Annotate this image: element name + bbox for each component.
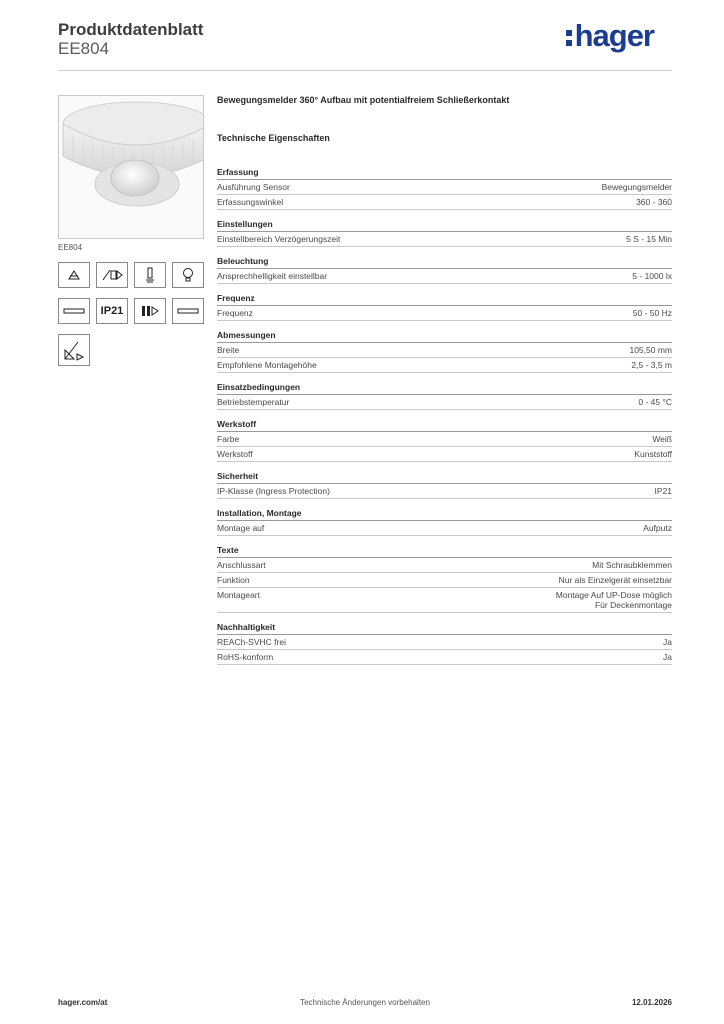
spec-label: Ausführung Sensor — [217, 182, 290, 192]
spec-row — [217, 521, 672, 536]
spec-label: Einstellbereich Verzögerungszeit — [217, 234, 341, 244]
product-image — [58, 95, 204, 239]
light-sensor-icon — [134, 262, 166, 288]
spec-label: Farbe — [217, 434, 240, 444]
detection-icon — [58, 334, 90, 366]
spec-value: 360 - 360 — [636, 197, 672, 207]
spec-row — [217, 180, 672, 195]
spec-label: Betriebstemperatur — [217, 397, 290, 407]
spec-section — [217, 330, 672, 373]
section-title: Frequenz — [217, 293, 672, 306]
section-title: Einsatzbedingungen — [217, 382, 672, 395]
spec-value: Ja — [663, 652, 672, 662]
spec-value: Mit Schraubklemmen — [592, 560, 672, 570]
spec-section — [217, 419, 672, 462]
spec-row — [217, 195, 672, 210]
spec-label: Montage auf — [217, 523, 265, 533]
product-heading: Bewegungsmelder 360° Aufbau mit potentialfreiem Schließerkontakt — [217, 95, 510, 105]
spec-label: Anschlussart — [217, 560, 266, 570]
document-title: Produktdatenblatt — [58, 20, 204, 39]
image-caption: EE804 — [58, 243, 83, 252]
wire-icon-2 — [172, 298, 204, 324]
logo-dots-icon — [566, 30, 572, 50]
spec-section — [217, 622, 672, 665]
spec-row — [217, 343, 672, 358]
section-title: Installation, Montage — [217, 508, 672, 521]
spec-row — [217, 484, 672, 499]
spec-label: Ansprechhelligkeit einstellbar — [217, 271, 328, 281]
spec-section — [217, 293, 672, 321]
spec-value: Nur als Einzelgerät einsetzbar — [558, 575, 672, 585]
spec-section — [217, 167, 672, 210]
spec-row — [217, 306, 672, 321]
spec-value: 5 - 1000 lx — [632, 271, 672, 281]
page-header — [58, 20, 672, 71]
section-title: Nachhaltigkeit — [217, 622, 672, 635]
hager-logo[interactable] — [566, 18, 654, 54]
footer-disclaimer: Technische Änderungen vorbehalten — [300, 998, 430, 1007]
spec-value: Ja — [663, 637, 672, 647]
spec-value: 105,50 mm — [629, 345, 672, 355]
relay-icon — [134, 298, 166, 324]
spec-row — [217, 358, 672, 373]
spec-value: Weiß — [652, 434, 672, 444]
footer-website-link[interactable]: hager.com/at — [58, 998, 108, 1007]
spec-value: IP21 — [654, 486, 672, 496]
spec-row — [217, 232, 672, 247]
section-title: Sicherheit — [217, 471, 672, 484]
spec-value: Bewegungsmelder — [601, 182, 672, 192]
spec-section — [217, 382, 672, 410]
spec-row — [217, 650, 672, 665]
spec-value: Kunststoff — [634, 449, 672, 459]
spec-value: 0 - 45 °C — [638, 397, 672, 407]
spec-row — [217, 573, 672, 588]
section-title: Erfassung — [217, 167, 672, 180]
spec-label: Werkstoff — [217, 449, 253, 459]
section-title: Texte — [217, 545, 672, 558]
footer-date: 12.01.2026 — [631, 998, 672, 1007]
section-title: Abmessungen — [217, 330, 672, 343]
spec-label: Breite — [217, 345, 240, 355]
spec-sections — [217, 167, 672, 665]
motion-detector-image — [59, 96, 203, 238]
spec-row — [217, 395, 672, 410]
spec-row — [217, 635, 672, 650]
product-specs — [217, 95, 672, 674]
spec-row — [217, 432, 672, 447]
spec-label: IP-Klasse (Ingress Protection) — [217, 486, 330, 496]
ip21-icon — [96, 298, 128, 324]
bulb-icon — [172, 262, 204, 288]
spec-value: Montage Auf UP-Dose möglich Für Deckenmontage — [555, 590, 672, 610]
section-title: Werkstoff — [217, 419, 672, 432]
spec-section — [217, 508, 672, 536]
spec-value: 5 S - 15 Min — [626, 234, 672, 244]
spec-value: 50 - 50 Hz — [632, 308, 672, 318]
section-title: Beleuchtung — [217, 256, 672, 269]
spec-row — [217, 447, 672, 462]
logo-text: hager — [574, 18, 654, 53]
spec-label: Montageart — [217, 590, 260, 600]
spec-label: Funktion — [217, 575, 250, 585]
specs-heading: Technische Eigenschaften — [217, 133, 330, 143]
ip21-label: IP21 — [100, 305, 124, 317]
wire-icon — [58, 298, 90, 324]
spec-row — [217, 558, 672, 573]
product-code: EE804 — [58, 39, 110, 58]
spec-row — [217, 269, 672, 284]
spec-section — [217, 256, 672, 284]
spec-row — [217, 588, 672, 613]
contact-symbol-icon — [96, 262, 128, 288]
spec-label: REACh-SVHC frei — [217, 637, 286, 647]
spec-label: Empfohlene Montagehöhe — [217, 360, 317, 370]
spec-label: RoHS-konform — [217, 652, 274, 662]
spec-section — [217, 219, 672, 247]
section-title: Einstellungen — [217, 219, 672, 232]
ceiling-mount-icon — [58, 262, 90, 288]
spec-section — [217, 545, 672, 613]
spec-section — [217, 471, 672, 499]
spec-label: Erfassungswinkel — [217, 197, 284, 207]
spec-label: Frequenz — [217, 308, 253, 318]
spec-value: 2,5 - 3,5 m — [631, 360, 672, 370]
spec-value: Aufputz — [643, 523, 672, 533]
